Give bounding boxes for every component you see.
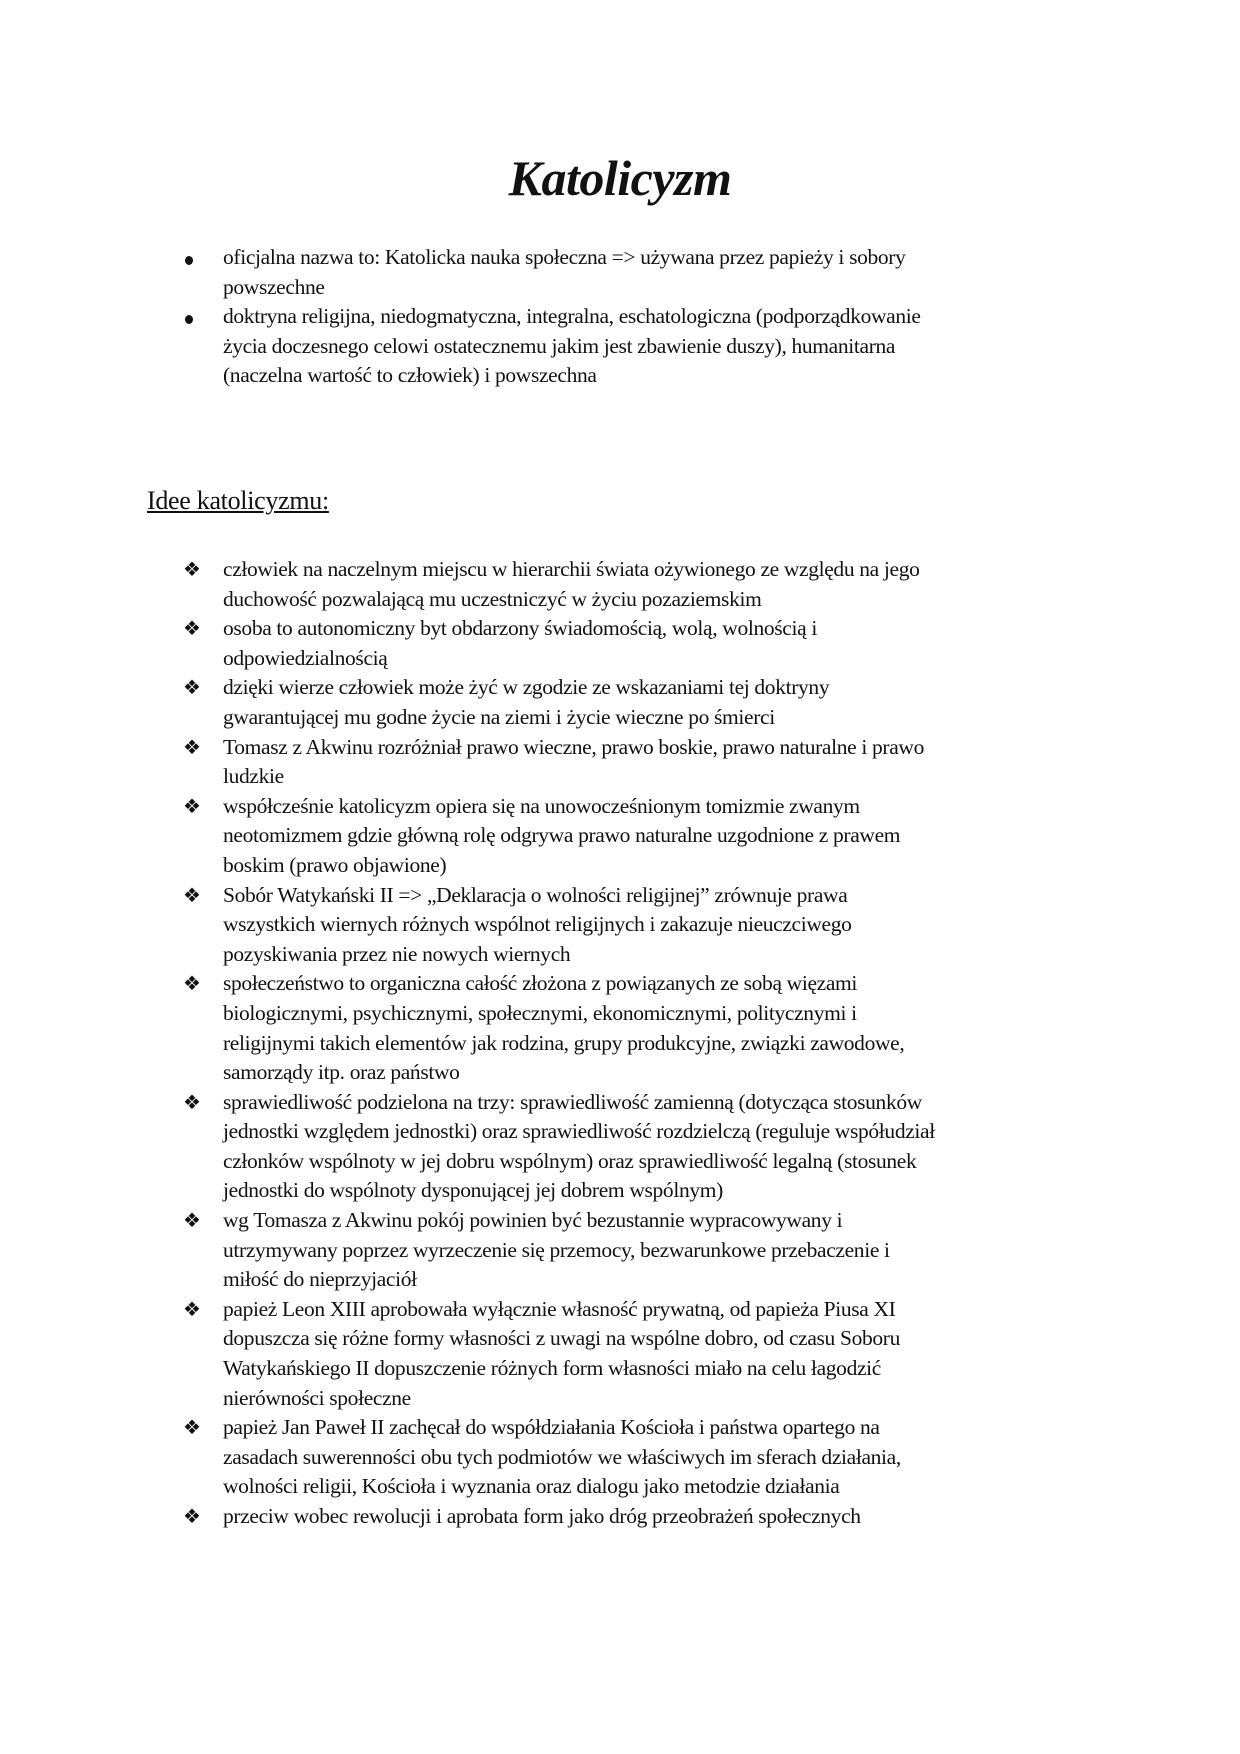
diamond-bullet-icon: ❖ [183,1417,201,1440]
intro-list [0,243,921,391]
text-line: osoba to autonomiczny byt obdarzony świadomością, wolą, wolnością i [223,616,817,641]
list-item [0,1206,935,1295]
text-line: ludzkie [223,764,284,789]
text-line: utrzymywany poprzez wyrzeczenie się przemocy, bezwarunkowe przebaczenie i [223,1237,890,1262]
text-line: jednostki względem jednostki) oraz sprawiedliwość rozdzielczą (reguluje współudział [223,1119,935,1144]
list-item [0,881,935,970]
list-item [0,969,935,1087]
text-line: Sobór Watykański II => „Deklaracja o wolności religijnej” zrównuje prawa [223,882,848,907]
text-line: sprawiedliwość podzielona na trzy: sprawiedliwość zamienną (dotycząca stosunków [223,1089,922,1114]
list-item [0,243,921,302]
diamond-bullet-icon: ❖ [183,1091,201,1114]
text-line: dzięki wierze człowiek może żyć w zgodzie ze wskazaniami tej doktryny [223,675,830,700]
text-line: religijnymi takich elementów jak rodzina, grupy produkcyjne, związki zawodowe, [223,1030,905,1055]
section-heading: Idee katolicyzmu: [147,486,329,515]
list-item [0,302,921,391]
diamond-bullet-icon: ❖ [183,1506,201,1528]
text-line: człowiek na naczelnym miejscu w hierarchii świata ożywionego ze względu na jego [223,557,920,581]
text-line: miłość do nieprzyjaciół [223,1267,417,1292]
text-line: wolności religii, Kościoła i wyznania oraz dialogu jako metodzie działania [223,1474,840,1499]
text-line: duchowość pozwalającą mu uczestniczyć w życiu pozaziemskim [223,586,762,611]
text-line: wszystkich wiernych różnych wspólnot religijnych i zakazuje nieuczciwego [223,912,852,937]
text-line: doktryna religijna, niedogmatyczna, integralna, eschatologiczna (podporządkowanie [223,304,921,329]
list-item [0,614,935,673]
text-line: papież Leon XIII aprobowała wyłącznie własność prywatną, od papieża Piusa XI [223,1296,896,1321]
text-line: jednostki do wspólnoty dysponującej jej dobrem wspólnym) [223,1178,723,1203]
list-item [0,1088,935,1206]
list-item [0,1502,935,1532]
bullet-icon [185,256,193,265]
text-line: (naczelna wartość to człowiek) i powszechna [223,363,597,388]
text-line: powszechne [223,274,325,299]
text-line: społeczeństwo to organiczna całość złożona z powiązanych ze sobą więzami [223,971,858,996]
document-title: Katolicyzm [508,150,732,206]
text-line: Watykańskiego II dopuszczenie różnych form własności miało na celu łagodzić [223,1356,881,1381]
diamond-bullet-icon: ❖ [183,677,201,700]
diamond-bullet-icon: ❖ [183,618,201,641]
text-line: biologicznymi, psychicznymi, społecznymi, ekonomicznymi, politycznymi i [223,1000,857,1025]
list-item [0,1295,935,1413]
text-line: boskim (prawo objawione) [223,852,447,877]
text-line: neotomizmem gdzie główną rolę odgrywa prawo naturalne uzgodnione z prawem [223,823,901,848]
text-line: samorządy itp. oraz państwo [223,1060,460,1085]
text-line: życia doczesnego celowi ostatecznemu jakim jest zbawienie duszy), humanitarna [223,333,896,358]
text-line: oficjalna nazwa to: Katolicka nauka społeczna => używana przez papieży i sobory [223,245,906,269]
text-line: nierówności społeczne [223,1385,411,1410]
ideas-list [0,555,935,1532]
text-line: pozyskiwania przez nie nowych wiernych [223,941,571,966]
diamond-bullet-icon: ❖ [183,1210,201,1233]
diamond-bullet-icon: ❖ [183,973,201,996]
list-item [0,792,935,881]
text-line: współcześnie katolicyzm opiera się na unowocześnionym tomizmie zwanym [223,793,860,818]
text-line: dopuszcza się różne formy własności z uwagi na wspólne dobro, od czasu Soboru [223,1326,900,1351]
text-line: wg Tomasza z Akwinu pokój powinien być bezustannie wypracowywany i [223,1208,843,1233]
text-line: gwarantującej mu godne życie na ziemi i życie wieczne po śmierci [223,704,775,729]
diamond-bullet-icon: ❖ [183,1298,201,1321]
list-item [0,733,935,792]
text-line: Tomasz z Akwinu rozróżniał prawo wieczne, prawo boskie, prawo naturalne i prawo [223,734,924,759]
text-line: odpowiedzialnością [223,645,388,670]
diamond-bullet-icon: ❖ [183,795,201,818]
text-line: przeciw wobec rewolucji i aprobata form jako dróg przeobrażeń społecznych [223,1504,861,1528]
text-line: zasadach suwerenności obu tych podmiotów we właściwych im sferach działania, [223,1444,901,1469]
list-item [0,673,935,732]
list-item [0,1413,935,1502]
diamond-bullet-icon: ❖ [183,559,201,581]
diamond-bullet-icon: ❖ [183,884,201,907]
text-line: członków wspólnoty w jej dobru wspólnym) oraz sprawiedliwość legalną (stosunek [223,1148,917,1173]
text-line: papież Jan Paweł II zachęcał do współdziałania Kościoła i państwa opartego na [223,1415,880,1440]
list-item [0,555,935,614]
diamond-bullet-icon: ❖ [183,736,201,759]
